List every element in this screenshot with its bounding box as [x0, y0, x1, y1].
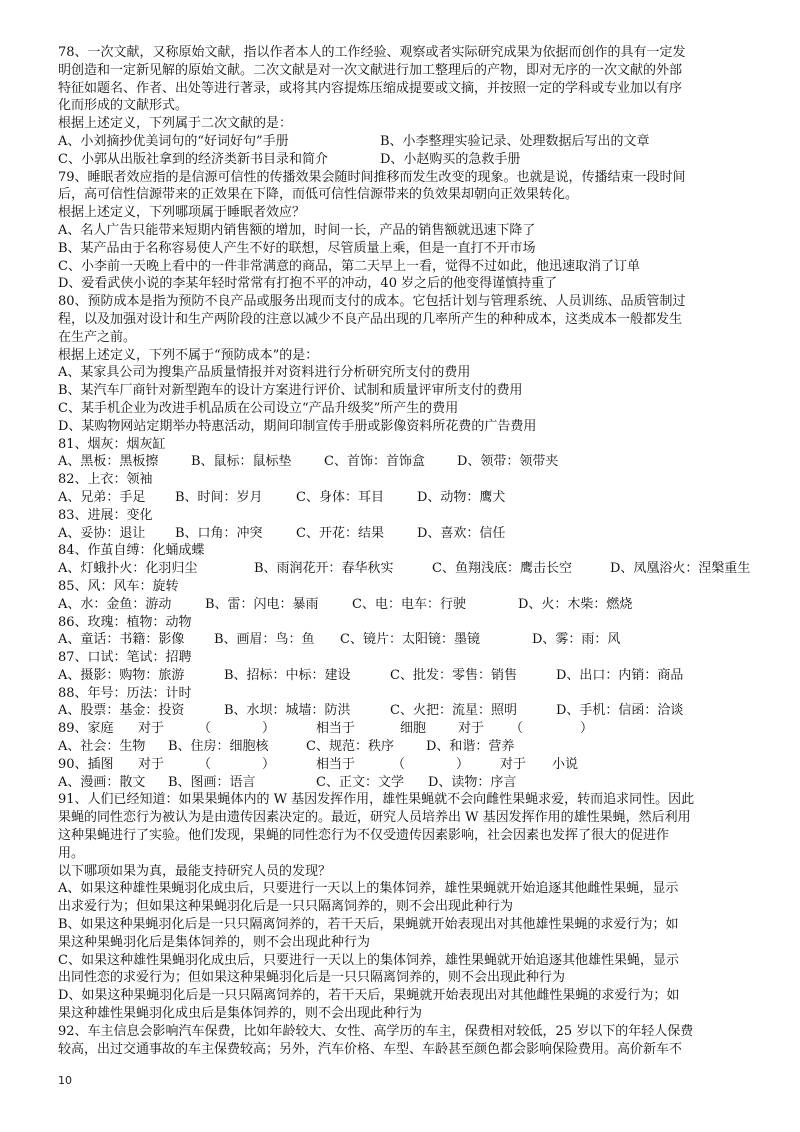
option-c: C、火把：流星：照明: [390, 703, 517, 719]
question-92: [58, 1023, 742, 1059]
option-b: B、时间：岁月: [175, 489, 263, 505]
option-b: B、雷：闪电：暴雨: [205, 596, 319, 612]
stem-part: 90、插图: [58, 756, 114, 772]
stem-line: 92、车主信息会影响汽车保费，比如年龄较大、女性、高学历的车主，保费相对较低，25 岁以下的年轻人保费: [58, 1023, 694, 1039]
option-c: C、身体：耳目: [296, 489, 384, 505]
option-d: D、和谐：营养: [426, 739, 515, 755]
blank-open: （: [392, 756, 406, 772]
stem-line: 91、人们已经知道：如果果蝇体内的 W 基因发挥作用，雄性果蝇就不会向雌性果蝇求爱，转而追求同性。因此: [58, 792, 695, 808]
option-a: A、某家具公司为搜集产品质量情报并对资料进行分析研究所支付的费用: [58, 365, 471, 381]
stem-part: 小说: [552, 756, 579, 772]
option-row: [58, 525, 742, 543]
blank-open: （: [510, 721, 524, 737]
option-b: B、雨润花开：春华秋实: [254, 561, 394, 577]
blank-close: ）: [262, 756, 276, 772]
option-c: C、首饰：首饰盒: [324, 454, 425, 470]
option-c: C、如果这种雄性果蝇羽化成虫后，只要进行一天以上的集体饲养，雄性果蝇就开始追逐其他雄性果蝇，显示: [58, 952, 679, 968]
option-row: [58, 133, 742, 151]
analogy-stem: 84、作茧自缚：化蛹成蝶: [58, 543, 205, 559]
option-a: A、如果这种雄性果蝇羽化成虫后，只要进行一天以上的集体饲养，雄性果蝇就开始追逐其他雌性果蝇，显示: [58, 881, 679, 897]
analogy-stem: 88、年号：历法：计时: [58, 685, 192, 701]
option-a: A、黑板：黑板擦: [58, 454, 159, 470]
option-a: A、妥协：退让: [58, 525, 146, 541]
stem-line: 78、一次文献，又称原始文献，指以作者本人的工作经验、观察或者实际研究成果为依据而创作的具有一定发: [58, 45, 686, 60]
option-row: [58, 738, 742, 756]
option-a: A、漫画：散文: [58, 774, 146, 790]
fill-blank-stem: [58, 720, 742, 738]
option-a: A、灯蛾扑火：化羽归尘: [58, 561, 198, 577]
option-c: C、某手机企业为改进手机品质在公司设立“产品升级奖”所产生的费用: [58, 400, 459, 416]
option-b: B、小李整理实验记录、处理数据后写出的文章: [380, 133, 650, 149]
option-c: C、小郭从出版社拿到的经济类新书目录和简介: [58, 151, 328, 167]
option-d-cont: 果这种雄性果蝇羽化成虫后是集体饲养的，则不会出现此种行为: [58, 1006, 423, 1022]
analogy-stem: 81、烟灰：烟灰缸: [58, 436, 166, 452]
option-row: [58, 489, 742, 507]
question-79: [58, 169, 742, 294]
option-b: B、口角：冲突: [175, 525, 263, 541]
stem-line: 明创造和一定新见解的原始文献。二次文献是对一次文献进行加工整理后的产物，即对无序的一次文献的外部: [58, 62, 683, 78]
option-d: D、喜欢：信任: [417, 525, 506, 541]
option-row: [58, 667, 742, 685]
option-b-cont: 果这种果蝇羽化后是集体饲养的，则不会出现此种行为: [58, 934, 371, 950]
question-prompt: 以下哪项如果为真，最能支持研究人员的发现？: [58, 863, 332, 879]
option-row: [58, 596, 742, 614]
option-d: D、火：木柴：燃烧: [518, 596, 633, 612]
question-prompt: 根据上述定义，下列哪项属于睡眠者效应？: [58, 205, 306, 221]
option-b: B、鼠标：鼠标垫: [191, 454, 292, 470]
option-b: B、某产品由于名称容易使人产生不好的联想，尽管质量上乘，但是一直打不开市场: [58, 240, 536, 256]
option-b: B、招标：中标：建设: [224, 667, 351, 683]
stem-line: 果蝇的同性恋行为被认为是由遗传因素决定的。最近，研究人员培养出 W 基因发挥作用的雄性果蝇，然后利用: [58, 810, 691, 826]
stem-part: 细胞: [400, 721, 427, 737]
option-c: C、鱼翔浅底：鹰击长空: [432, 561, 572, 577]
analogy-stem: 86、玫瑰：植物：动物: [58, 614, 192, 630]
option-b: B、图画：语言: [168, 774, 256, 790]
option-b: B、画眉：鸟：鱼: [214, 632, 315, 648]
stem-part: 相当于: [316, 721, 356, 737]
option-a: A、小刘摘抄优美词句的“好词好句”手册: [58, 133, 289, 149]
option-d: D、动物：鹰犬: [417, 489, 506, 505]
blank-close: ）: [580, 721, 594, 737]
option-row: [58, 774, 742, 792]
stem-line: 特征如题名、作者、出处等进行著录，或将其内容提炼压缩成提要或文摘，并按照一定的学科或专业加以有序: [58, 80, 683, 96]
option-a: A、社会：生物: [58, 739, 146, 755]
option-b: B、如果这种果蝇羽化后是一只只隔离饲养的，若干天后，果蝇就开始表现出对其他雄性果蝇的求爱行为；如: [58, 917, 679, 933]
question-80: [58, 293, 742, 435]
option-a: A、水：金鱼：游动: [58, 596, 172, 612]
stem-line: 较高，出过交通事故的车主保费较高；另外，汽车价格、车型、车龄甚至颜色都会影响保险费用。高价新车不: [58, 1041, 683, 1057]
option-d: D、读物：序言: [428, 774, 517, 790]
option-d: D、凤凰浴火：涅槃重生: [610, 561, 751, 577]
fill-blank-stem: [58, 756, 742, 774]
question-90: [58, 756, 742, 792]
stem-part: 相当于: [316, 756, 356, 772]
stem-line: 在生产之前。: [58, 329, 137, 345]
stem-line: 80、预防成本是指为预防不良产品或服务出现而支付的成本。它包括计划与管理系统、人员训练、品质管制过: [58, 294, 686, 310]
option-d: D、爱看武侠小说的李某年轻时常常有打抱不平的冲动，40 岁之后的他变得谨慎持重了: [58, 276, 558, 292]
option-d: D、出口：内销：商品: [556, 667, 684, 683]
option-b: B、住房：细胞核: [168, 739, 269, 755]
question-78: [58, 44, 742, 169]
analogy-stem: 83、进展：变化: [58, 507, 153, 523]
option-c: C、电：电车：行驶: [352, 596, 466, 612]
option-c: C、批发：零售：销售: [390, 667, 517, 683]
question-89: [58, 720, 742, 756]
stem-part: 89、家庭: [58, 721, 114, 737]
analogy-stem: 85、风：风车：旋转: [58, 578, 179, 594]
analogy-stem: 82、上衣：领袖: [58, 472, 153, 488]
blank-open: （: [198, 756, 212, 772]
option-a: A、摄影：购物：旅游: [58, 667, 185, 683]
option-d: D、雾：雨：风: [532, 632, 621, 648]
stem-line: 化而形成的文献形式。: [58, 98, 189, 114]
page-number: 10: [58, 1074, 72, 1087]
stem-line: 程，以及加强对设计和生产两阶段的注意以减少不良产品出现的几率所产生的种种成本，这类成本一般都发生: [58, 311, 683, 327]
option-c: C、镜片：太阳镜：墨镜: [340, 632, 480, 648]
option-c: C、小李前一天晚上看中的一件非常满意的商品，第二天早上一看，觉得不过如此，他迅速取消了订单: [58, 258, 640, 274]
option-row: [58, 151, 742, 169]
option-a: A、股票：基金：投资: [58, 703, 185, 719]
option-c-cont: 出同性恋的求爱行为；但如果这种果蝇羽化后是一只只隔离饲养的，则不会出现此种行为: [58, 970, 566, 986]
stem-line: 79、睡眠者效应指的是信源可信性的传播效果会随时间推移而发生改变的现象。也就是说，传播结束一段时间: [58, 169, 686, 185]
option-c: C、开花：结果: [296, 525, 384, 541]
option-d: D、某购物网站定期举办特惠活动，期间印制宣传手册或影像资料所花费的广告费用: [58, 418, 537, 434]
stem-line: 这种果蝇进行了实验。他们发现，果蝇的同性恋行为不仅受遗传因素影响，社会因素也发挥了很大的促进作: [58, 828, 670, 844]
option-d: D、小赵购买的急救手册: [380, 151, 521, 167]
option-row: [58, 631, 742, 649]
option-row: [58, 702, 742, 720]
stem-part: 对于: [458, 721, 485, 737]
option-c: C、正文：文学: [316, 774, 404, 790]
blank-open: （: [198, 721, 212, 737]
option-a-cont: 出求爱行为；但如果这种果蝇羽化后是一只只隔离饲养的，则不会出现此种行为: [58, 899, 514, 915]
option-a: A、兄弟：手足: [58, 489, 146, 505]
blank-close: ）: [262, 721, 276, 737]
option-d: D、手机：信函：洽谈: [556, 703, 684, 719]
question-prompt: 根据上述定义，下列属于二次文献的是：: [58, 116, 293, 132]
stem-part: 对于: [500, 756, 527, 772]
option-d: D、领带：领带夹: [457, 454, 559, 470]
analogy-stem: 87、口试：笔试：招聘: [58, 650, 192, 666]
stem-line: 用。: [58, 845, 85, 861]
option-d: D、如果这种果蝇羽化后是一只只隔离饲养的，若干天后，果蝇就开始表现出对其他雌性果蝇的求爱行为；如: [58, 988, 680, 1004]
question-prompt: 根据上述定义，下列不属于“预防成本”的是：: [58, 347, 319, 363]
question-91: [58, 791, 742, 1022]
blank-close: ）: [456, 756, 470, 772]
option-row: [58, 560, 751, 578]
option-a: A、名人广告只能带来短期内销售额的增加，时间一长，产品的销售额就迅速下降了: [58, 222, 536, 238]
analogy-questions: [58, 436, 751, 721]
option-a: A、童话：书籍：影像: [58, 632, 185, 648]
document-page: [58, 44, 751, 1058]
stem-part: 对于: [138, 721, 165, 737]
option-c: C、规范：秩序: [306, 739, 394, 755]
stem-part: 对于: [138, 756, 165, 772]
stem-line: 后，高可信性信源带来的正效果在下降，而低可信性信源带来的负效果却朝向正效果转化。: [58, 187, 579, 203]
option-b: B、某汽车厂商针对新型跑车的设计方案进行评价、试制和质量评审所支付的费用: [58, 383, 523, 399]
option-b: B、水坝：城墙：防洪: [224, 703, 351, 719]
option-row: [58, 453, 742, 471]
